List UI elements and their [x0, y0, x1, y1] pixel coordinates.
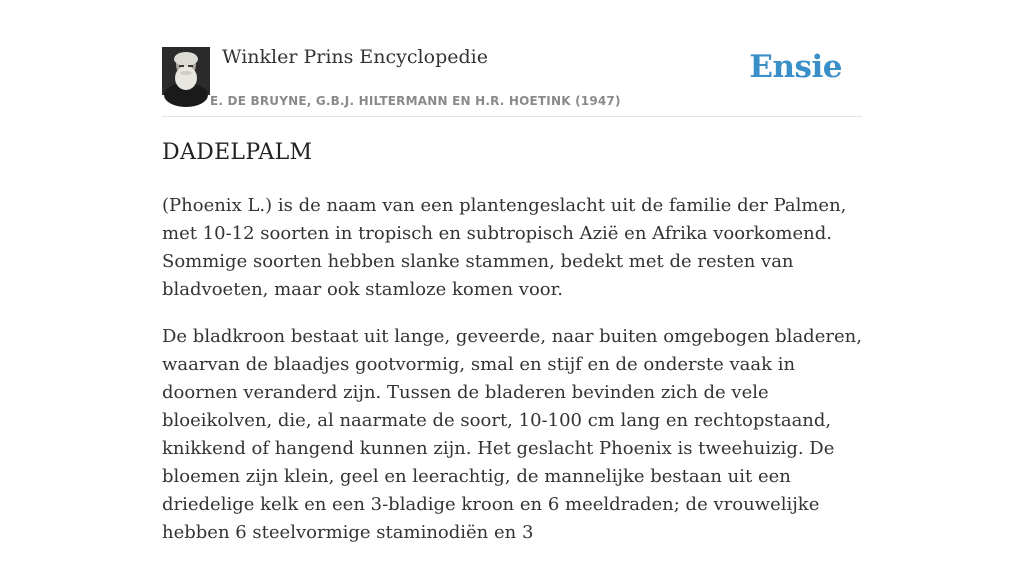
entry-content [162, 192, 864, 566]
bearded-man-portrait-icon [162, 47, 210, 95]
author-avatar[interactable] [162, 47, 210, 95]
entry-paragraph: (Phoenix L.) is de naam van een plantengeslacht uit de familie der Palmen, met 10-12 soorten in tropisch en subtropisch Azië en Afrika voorkomend. Sommige soorten hebben slanke stammen, bedekt met de resten van bladvoeten, maar ook stamloze komen voor. [162, 195, 847, 300]
source-authors: E. DE BRUYNE, G.B.J. HILTERMANN EN H.R. HOETINK (1947) [210, 94, 621, 108]
entry-title: DADELPALM [162, 140, 313, 165]
source-title[interactable]: Winkler Prins Encyclopedie [222, 46, 488, 68]
ensie-logo[interactable]: Ensie [749, 49, 842, 85]
entry-paragraph: De bladkroon bestaat uit lange, geveerde, naar buiten omgebogen bladeren, waarvan de blaadjes gootvormig, smal en stijf en de onderste vaak in doornen veranderd zijn. Tussen de bladeren bevinden zich de vele bloeikolven, die, al naarmate de soort, 10-100 cm lang en rechtopstaand, knikkend of hangend kunnen zijn. Het geslacht Phoenix is tweehuizig. De bloemen zijn klein, geel en leerachtig, de mannelijke bestaan uit een driedelige kelk en een 3-bladige kroon en 6 meeldraden; de vrouwelijke hebben 6 steelvormige staminodiën en 3 [162, 326, 862, 543]
source-header [162, 44, 862, 117]
